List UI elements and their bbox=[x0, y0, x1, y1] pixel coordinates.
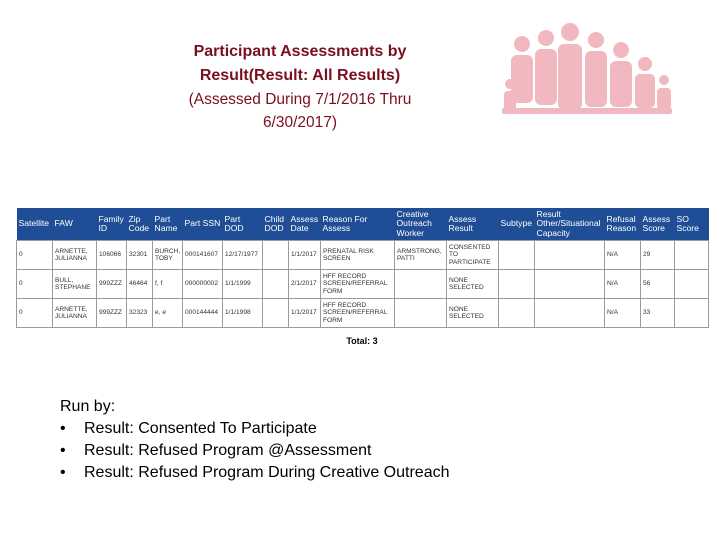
table-cell bbox=[675, 241, 709, 270]
table-cell: 2/1/2017 bbox=[289, 270, 321, 299]
table-cell: ARNETTE, JULIANNA bbox=[53, 299, 97, 328]
table-cell: 46464 bbox=[127, 270, 153, 299]
column-header: Family ID bbox=[97, 208, 127, 241]
column-header: Reason For Assess bbox=[321, 208, 395, 241]
table-cell: BULL, STEPHANE bbox=[53, 270, 97, 299]
table-cell: 56 bbox=[641, 270, 675, 299]
table-cell bbox=[395, 299, 447, 328]
table-cell bbox=[535, 241, 605, 270]
column-header: Satellite bbox=[17, 208, 53, 241]
table-cell bbox=[675, 299, 709, 328]
table-cell: 32323 bbox=[127, 299, 153, 328]
run-by-section bbox=[60, 396, 450, 484]
table-cell bbox=[535, 270, 605, 299]
table-cell bbox=[499, 270, 535, 299]
table-cell: N/A bbox=[605, 270, 641, 299]
run-by-item bbox=[60, 462, 450, 484]
column-header: Creative Outreach Worker bbox=[395, 208, 447, 241]
column-header: FAW bbox=[53, 208, 97, 241]
table-row bbox=[17, 241, 709, 270]
column-header: Refusal Reason bbox=[605, 208, 641, 241]
report-title bbox=[150, 40, 450, 134]
run-by-item bbox=[60, 418, 450, 440]
column-header: Assess Score bbox=[641, 208, 675, 241]
table-cell bbox=[675, 270, 709, 299]
table-row bbox=[17, 270, 709, 299]
table-cell: 999ZZZ bbox=[97, 270, 127, 299]
table-cell: NONE SELECTED bbox=[447, 270, 499, 299]
run-by-list bbox=[60, 418, 450, 484]
table-cell: 0 bbox=[17, 241, 53, 270]
column-header: SO Score bbox=[675, 208, 709, 241]
table-cell: HFF RECORD SCREEN/REFERRAL FORM bbox=[321, 299, 395, 328]
table-cell: BURCH, TOBY bbox=[153, 241, 183, 270]
table-cell: 0 bbox=[17, 299, 53, 328]
run-by-item-text: Result: Consented To Participate bbox=[84, 420, 317, 437]
report-table-area bbox=[16, 208, 708, 346]
table-cell: 29 bbox=[641, 241, 675, 270]
bullet-icon: • bbox=[60, 420, 66, 437]
title-line-3: (Assessed During 7/1/2016 Thru bbox=[188, 91, 412, 108]
table-cell: ARMSTRONG, PATTI bbox=[395, 241, 447, 270]
table-cell: 33 bbox=[641, 299, 675, 328]
table-row bbox=[17, 299, 709, 328]
table-cell bbox=[535, 299, 605, 328]
title-line-2: Result(Result: All Results) bbox=[199, 67, 401, 84]
table-cell: N/A bbox=[605, 241, 641, 270]
table-cell: 12/17/1977 bbox=[223, 241, 263, 270]
column-header: Part DOD bbox=[223, 208, 263, 241]
table-cell: PRENATAL RISK SCREEN bbox=[321, 241, 395, 270]
table-cell: NONE SELECTED bbox=[447, 299, 499, 328]
column-header: Subtype bbox=[499, 208, 535, 241]
table-cell bbox=[263, 299, 289, 328]
table-cell: f, f bbox=[153, 270, 183, 299]
table-cell: 999ZZZ bbox=[97, 299, 127, 328]
table-cell: 000144444 bbox=[183, 299, 223, 328]
column-header: Assess Date bbox=[289, 208, 321, 241]
table-cell bbox=[499, 241, 535, 270]
total-count: Total: 3 bbox=[346, 336, 378, 346]
table-cell: e, e bbox=[153, 299, 183, 328]
column-header: Part SSN bbox=[183, 208, 223, 241]
table-cell: HFF RECORD SCREEN/REFERRAL FORM bbox=[321, 270, 395, 299]
table-cell: 32301 bbox=[127, 241, 153, 270]
title-line-1: Participant Assessments by bbox=[193, 43, 407, 60]
table-cell: N/A bbox=[605, 299, 641, 328]
table-cell: 000000002 bbox=[183, 270, 223, 299]
title-line-4: 6/30/2017) bbox=[262, 114, 338, 131]
table-cell: 1/1/2017 bbox=[289, 241, 321, 270]
table-cell: ARNETTE, JULIANNA bbox=[53, 241, 97, 270]
table-body bbox=[17, 241, 709, 328]
family-silhouette-icon bbox=[500, 22, 672, 116]
table-cell: 1/1/2017 bbox=[289, 299, 321, 328]
column-header: Part Name bbox=[153, 208, 183, 241]
column-header: Child DOD bbox=[263, 208, 289, 241]
table-cell: 1/1/1998 bbox=[223, 299, 263, 328]
table-cell: 106066 bbox=[97, 241, 127, 270]
run-by-item-text: Result: Refused Program During Creative Outreach bbox=[84, 464, 450, 481]
table-cell bbox=[395, 270, 447, 299]
run-by-heading: Run by: bbox=[60, 398, 116, 415]
table-cell: 1/1/1999 bbox=[223, 270, 263, 299]
table-cell bbox=[499, 299, 535, 328]
bullet-icon: • bbox=[60, 442, 66, 459]
table-cell: 000141607 bbox=[183, 241, 223, 270]
column-header: Assess Result bbox=[447, 208, 499, 241]
column-header: Result Other/Situational Capacity bbox=[535, 208, 605, 241]
run-by-item bbox=[60, 440, 450, 462]
table-header-row bbox=[17, 208, 709, 241]
table-cell: CONSENTED TO PARTICIPATE bbox=[447, 241, 499, 270]
table-cell bbox=[263, 241, 289, 270]
run-by-item-text: Result: Refused Program @Assessment bbox=[84, 442, 372, 459]
assessments-table bbox=[16, 208, 709, 328]
table-cell: 0 bbox=[17, 270, 53, 299]
bullet-icon: • bbox=[60, 464, 66, 481]
column-header: Zip Code bbox=[127, 208, 153, 241]
table-cell bbox=[263, 270, 289, 299]
